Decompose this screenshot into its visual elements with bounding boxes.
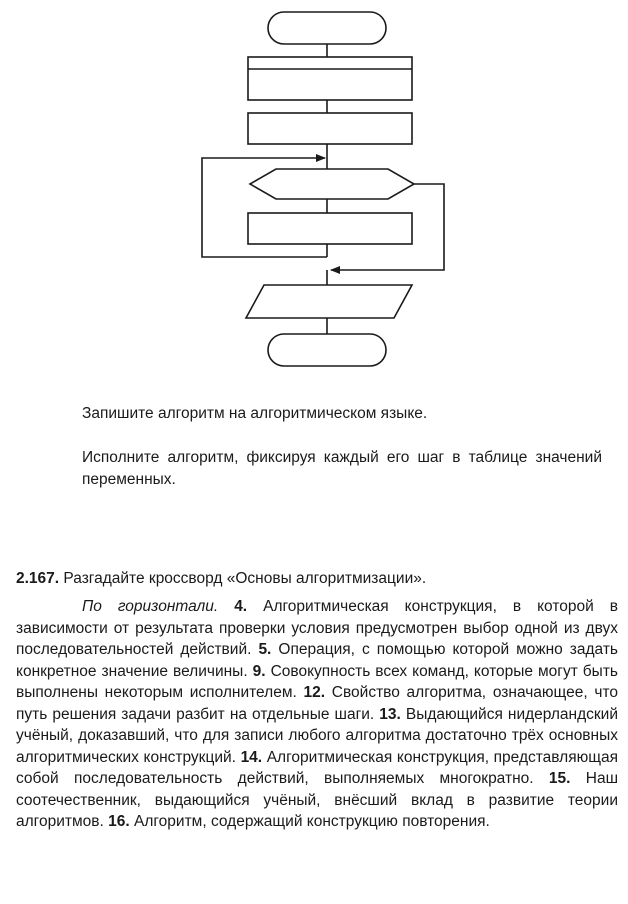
clue-text: Алгоритмическая конструкция, в которой в зависимости от результата проверки условия предусмотрен выбор одной из двух последовательностей действий. xyxy=(16,598,618,658)
clue-number: 9. xyxy=(252,662,266,680)
clue-number: 16. xyxy=(108,813,130,830)
clue-number: 15. xyxy=(548,770,571,787)
flowchart-process-block xyxy=(248,57,412,100)
clues-section-label: По горизонтали. xyxy=(82,598,219,615)
clue-number: 12. xyxy=(303,684,326,701)
task-number: 2.167. xyxy=(16,570,60,587)
flowchart-io-block xyxy=(246,285,412,318)
flowchart-end-terminator xyxy=(268,334,386,366)
flowchart-diagram xyxy=(0,0,628,390)
flowchart-process-block xyxy=(248,213,412,244)
clue-text: Совокупность всех команд, которые могут быть выполнены некоторым исполнителем. xyxy=(16,662,618,701)
flowchart-exit-arrow xyxy=(331,184,444,270)
clue-text: Наш соотечественник, выдающийся учёный, внёсший вклад в развитие теории алгоритмов. xyxy=(16,770,618,830)
clues-paragraph xyxy=(16,596,618,833)
flowchart-process-block xyxy=(248,113,412,144)
clue-text: Свойство алгоритма, означающее, что путь решения задачи разбит на отдельные шаги. xyxy=(16,684,618,723)
clue-number: 14. xyxy=(240,748,263,766)
instruction-write-algorithm: Запишите алгоритм на алгоритмическом языке. xyxy=(82,405,428,422)
clue-text: Алгоритмическая конструкция, представляющая собой последовательность действий, выполняемых многократно. xyxy=(16,748,619,787)
clue-text: Алгоритм, содержащий конструкцию повторения. xyxy=(133,813,490,830)
flowchart-start-terminator xyxy=(268,12,386,44)
clue-number: 5. xyxy=(258,641,272,658)
clue-number: 4. xyxy=(234,598,248,615)
instruction-trace-algorithm: Исполните алгоритм, фиксируя каждый его шаг в таблице значений переменных. xyxy=(82,449,602,488)
flowchart-loop-back-arrow xyxy=(202,158,327,257)
crossword-clues xyxy=(16,596,618,833)
flowchart-decision-block xyxy=(250,169,414,199)
task-title: Разгадайте кроссворд «Основы алгоритмизации». xyxy=(63,570,427,587)
task-heading xyxy=(16,568,426,590)
clue-text: Выдающийся нидерландский учёный, доказавший, что для записи любого алгоритма достаточно трёх основных алгоритмических конструкций. xyxy=(16,705,618,766)
clue-text: Операция, с помощью которой можно задать конкретное значение величины. xyxy=(16,641,619,680)
clue-number: 13. xyxy=(379,705,401,723)
